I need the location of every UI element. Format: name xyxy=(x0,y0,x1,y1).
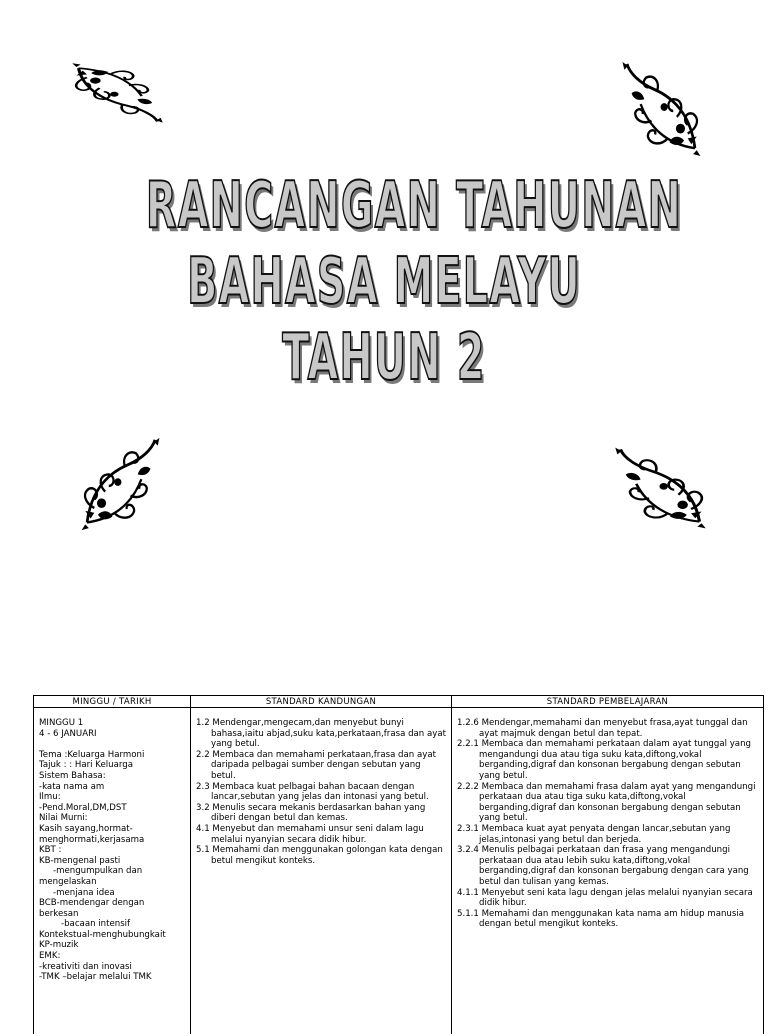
tajuk: Tajuk : : Hari Keluarga xyxy=(39,760,186,771)
table-header-row xyxy=(34,696,764,708)
annual-plan-table xyxy=(33,695,764,1034)
sk-item: 2.2 Membaca dan memahami perkataan,frasa dan ayat daripada pelbagai sumber dengan sebutan yang betul. xyxy=(196,750,447,782)
ilmu: Ilmu: xyxy=(39,792,186,803)
bcb: BCB-mendengar dengan xyxy=(39,898,186,909)
sp-item: 2.2.2 Membaca dan memahami frasa dalam ayat yang mengandungi perkataan dua atau tiga suku kata,diftong,vokal berganding,digraf dan konsonan bergabung dengan sebutan yang betul. xyxy=(457,782,759,824)
emk-tmk: -TMK –belajar melalui TMK xyxy=(39,972,186,983)
nilai-murni: Nilai Murni: xyxy=(39,813,186,824)
sp-item: 2.3.1 Membaca kuat ayat penyata dengan lancar,sebutan yang jelas,intonasi yang betul dan berjeda. xyxy=(457,824,759,845)
nilai-kasih: Kasih sayang,hormat- xyxy=(39,824,186,835)
kontekstual: Kontekstual-menghubungkait xyxy=(39,930,186,941)
sk-item: 1.2 Mendengar,mengecam,dan menyebut bunyi bahasa,iaitu abjad,suku kata,perkataan,frasa dan ayat yang betul. xyxy=(196,718,447,750)
title-line-2: BAHASA MELAYU xyxy=(146,244,622,320)
ornament-bottom-right xyxy=(610,446,710,530)
emk-kreativiti: -kreativiti dan inovasi xyxy=(39,962,186,973)
kb-mengelaskan: mengelaskan xyxy=(39,877,186,888)
sistem-bahasa: Sistem Bahasa: xyxy=(39,771,186,782)
kb-mengumpul: -mengumpulkan dan xyxy=(39,866,186,877)
title-line-3: TAHUN 2 xyxy=(146,320,622,396)
sp-item: 4.1.1 Menyebut seni kata lagu dengan jelas melalui nyanyian secara didik hibur. xyxy=(457,888,759,909)
sp-item: 1.2.6 Mendengar,memahami dan menyebut frasa,ayat tunggal dan ayat majmuk dengan betul dan tepat. xyxy=(457,718,759,739)
sk-item: 5.1 Memahami dan menggunakan golongan kata dengan betul mengikut konteks. xyxy=(196,845,447,866)
sk-item: 3.2 Menulis secara mekanis berdasarkan bahan yang diberi dengan betul dan kemas. xyxy=(196,803,447,824)
bcb-bacaan: -bacaan intensif xyxy=(39,919,186,930)
table-row xyxy=(34,708,764,1034)
title-block xyxy=(0,168,768,396)
kbt: KBT : xyxy=(39,845,186,856)
title-line-1: RANCANGAN TAHUNAN xyxy=(146,168,622,244)
week-label: MINGGU 1 xyxy=(39,718,186,729)
sk-item: 2.3 Membaca kuat pelbagai bahan bacaan dengan lancar,sebutan yang jelas dan intonasi yang betul. xyxy=(196,782,447,803)
sp-item: 3.2.4 Menulis pelbagai perkataan dan frasa yang mengandungi perkataan dua atau lebih suku kata,diftong,vokal berganding,digraf dan konsonan bergabung dengan cara yang betul dan tulisan yang kemas. xyxy=(457,845,759,887)
header-standard-pembelajaran: STANDARD PEMBELAJARAN xyxy=(452,696,764,708)
ornament-bottom-left xyxy=(78,436,164,532)
tema: Tema :Keluarga Harmoni xyxy=(39,750,186,761)
bcb-berkesan: berkesan xyxy=(39,909,186,920)
ilmu-items: -Pend.Moral,DM,DST xyxy=(39,803,186,814)
kata-nama: -kata nama am xyxy=(39,782,186,793)
ornament-top-left xyxy=(68,62,168,124)
cell-standard-pembelajaran xyxy=(452,708,764,1034)
header-standard-kandungan: STANDARD KANDUNGAN xyxy=(191,696,452,708)
kb-menjana: -menjana idea xyxy=(39,888,186,899)
cell-week-details xyxy=(34,708,191,1034)
sp-item: 5.1.1 Memahami dan menggunakan kata nama am hidup manusia dengan betul mengikut konteks. xyxy=(457,909,759,930)
sk-item: 4.1 Menyebut dan memahami unsur seni dalam lagu melalui nyanyian secara didik hibur. xyxy=(196,824,447,845)
kb: KB-mengenal pasti xyxy=(39,856,186,867)
sp-item: 2.2.1 Membaca dan memahami perkataan dalam ayat tunggal yang mengandungi dua atau tiga suku kata,diftong,vokal berganding,digraf dan konsonan bergabung dengan sebutan yang betul. xyxy=(457,739,759,781)
emk: EMK: xyxy=(39,951,186,962)
nilai-hormat: menghormati,kerjasama xyxy=(39,835,186,846)
cell-standard-kandungan xyxy=(191,708,452,1034)
ornament-top-right xyxy=(618,60,704,158)
header-minggu-tarikh: MINGGU / TARIKH xyxy=(34,696,191,708)
week-date: 4 - 6 JANUARI xyxy=(39,729,186,740)
kp-muzik: KP-muzik xyxy=(39,940,186,951)
